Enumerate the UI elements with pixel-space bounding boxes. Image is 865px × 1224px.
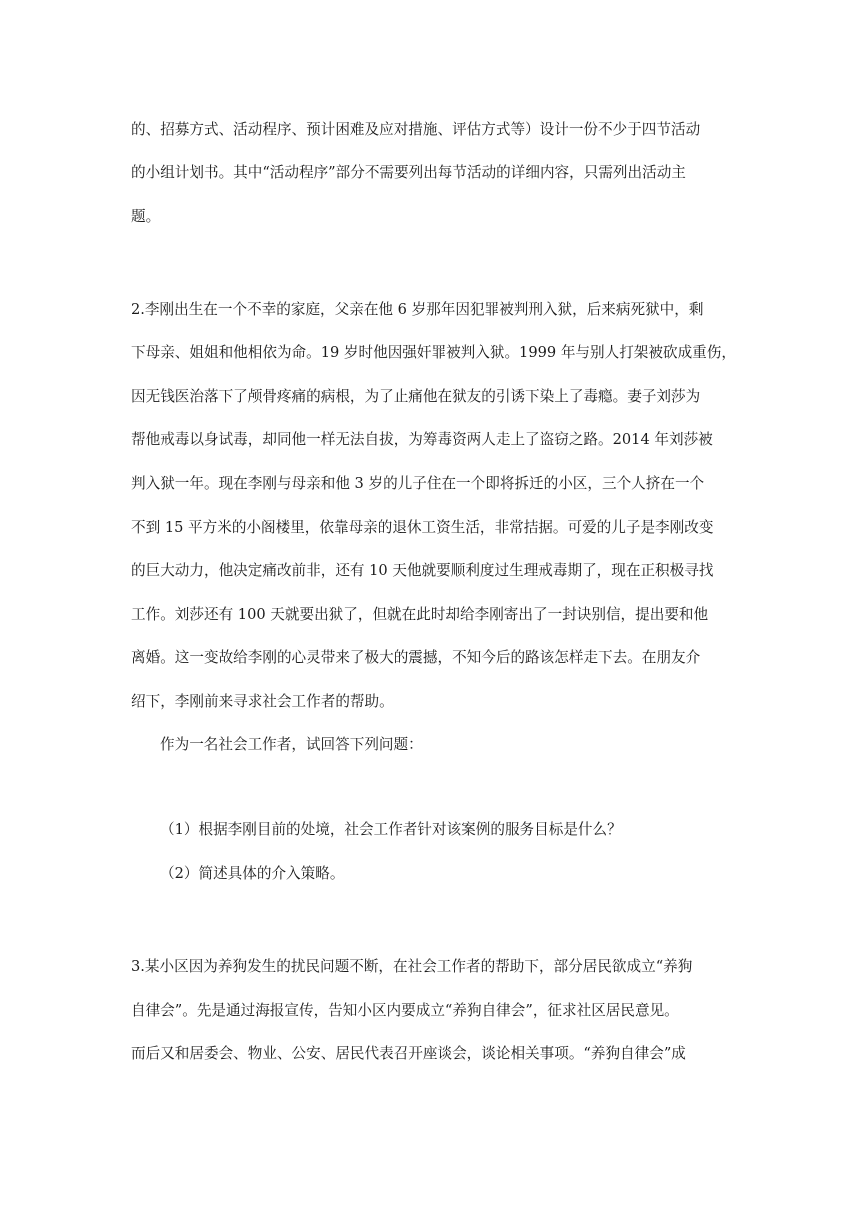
text-line: 3.某小区因为养狗发生的扰民问题不断，在社会工作者的帮助下，部分居民欲成立“养狗 xyxy=(131,958,693,975)
text-line: 工作。刘莎还有 100 天就要出狱了，但就在此时却给李刚寄出了一封诀别信，提出要和他 xyxy=(131,606,709,623)
question-prompt: 作为一名社会工作者，试回答下列问题： xyxy=(160,736,423,753)
sub-question-1: （1）根据李刚目前的处境，社会工作者针对该案例的服务目标是什么？ xyxy=(160,821,622,838)
text-line: 因无钱医治落下了颅骨疼痛的病根，为了止痛他在狱友的引诱下染上了毒瘾。妻子刘莎为 xyxy=(131,388,701,405)
text-line: 题。 xyxy=(131,208,161,225)
text-line: 帮他戒毒以身试毒，却同他一样无法自拔，为筹毒资两人走上了盗窃之路。2014 年刘莎被 xyxy=(131,431,713,448)
text-line: 不到 15 平方米的小阁楼里，依靠母亲的退休工资生活，非常拮据。可爱的儿子是李刚改变 xyxy=(131,519,714,536)
sub-question-2: （2）简述具体的介入策略。 xyxy=(160,865,345,882)
text-line: 下母亲、姐姐和他相依为命。19 岁时他因强奸罪被判入狱。1999 年与别人打架被砍成重伤， xyxy=(131,344,736,361)
text-line: 绍下，李刚前来寻求社会工作者的帮助。 xyxy=(131,693,394,710)
text-line: 2.李刚出生在一个不幸的家庭，父亲在他 6 岁那年因犯罪被判刑入狱，后来病死狱中，剩 xyxy=(131,301,704,318)
text-line: 的、招募方式、活动程序、预计困难及应对措施、评估方式等）设计一份不少于四节活动 xyxy=(131,121,701,138)
text-line: 而后又和居委会、物业、公安、居民代表召开座谈会，谈论相关事项。“养狗自律会”成 xyxy=(131,1045,686,1062)
text-line: 的巨大动力，他决定痛改前非，还有 10 天他就要顺利度过生理戒毒期了，现在正积极寻找 xyxy=(131,562,714,579)
text-line: 自律会”。先是通过海报宣传，告知小区内要成立“养狗自律会”，征求社区居民意见。 xyxy=(131,1002,679,1019)
text-line: 离婚。这一变故给李刚的心灵带来了极大的震撼，不知今后的路该怎样走下去。在朋友介 xyxy=(131,649,701,666)
text-line: 的小组计划书。其中“活动程序”部分不需要列出每节活动的详细内容，只需列出活动主 xyxy=(131,164,686,181)
text-line: 判入狱一年。现在李刚与母亲和他 3 岁的儿子住在一个即将拆迁的小区，三个人挤在一个 xyxy=(131,475,705,492)
